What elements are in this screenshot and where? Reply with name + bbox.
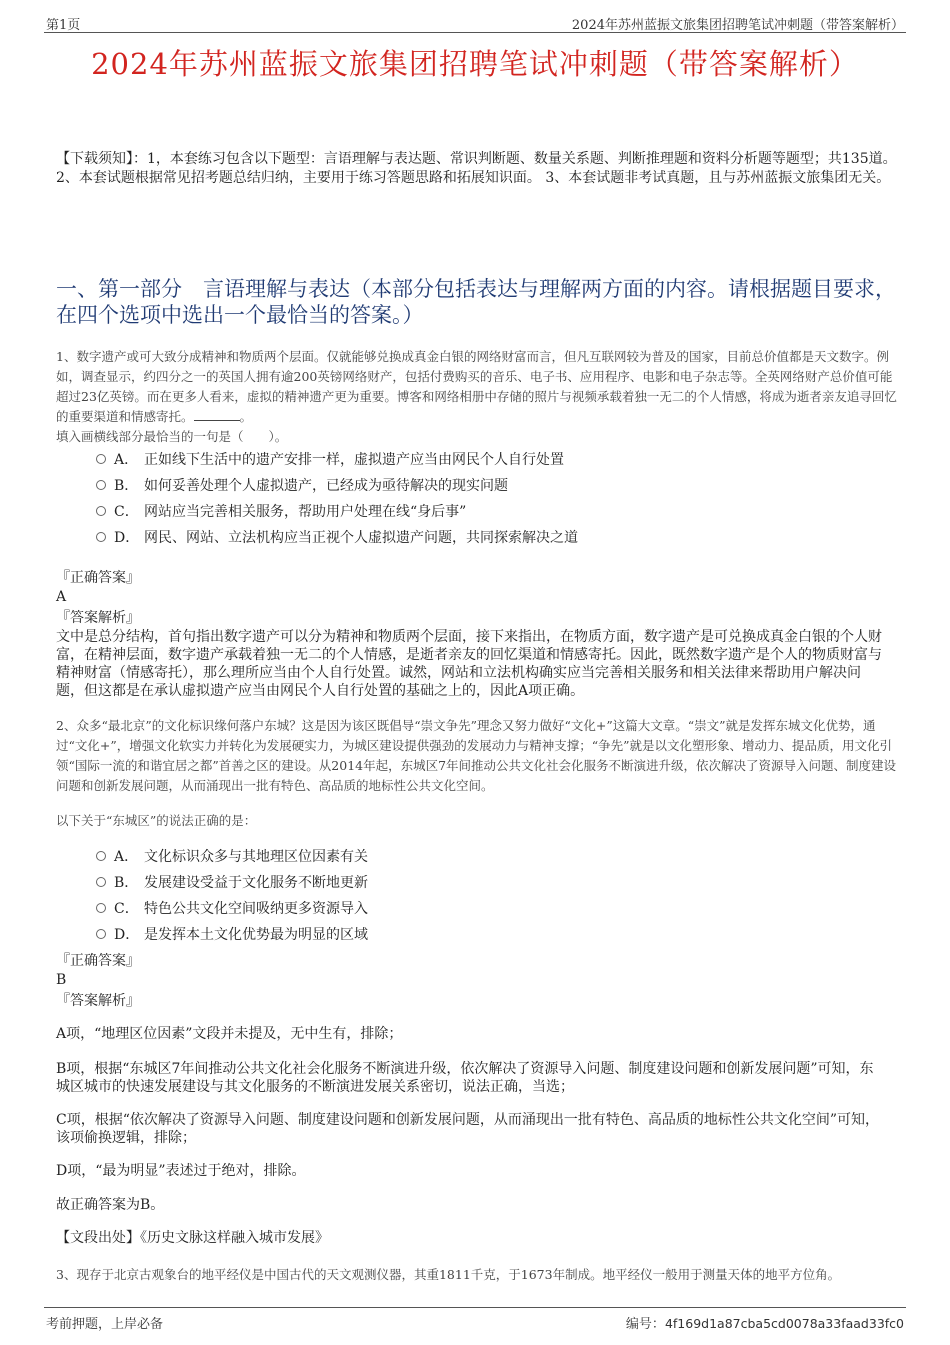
q2-option-c[interactable] xyxy=(96,900,368,918)
q1-option-c[interactable] xyxy=(96,503,466,521)
question-2-stem: 2、众多“最北京”的文化标识缘何落户东城？这是因为该区既倡导“崇文争先”理念又努力做好“文化+”这篇大文章。“崇文”就是发挥东城文化优势，通过“文化+”，增强文化软实力并转化为发展硬实力，为城区建设提供强劲的发展动力与精神支撑；“争先”就是以文化塑形象、增动力、提品质，用文化引领“国际一流的和谐宜居之都”首善之区的建设。从2014年起，东城区7年间推动公共文化社会化服务不断演进升级，依次解决了资源导入问题、制度建设问题和创新发展问题，从而涌现出一批有特色、高品质的地标性公共文化空间。 xyxy=(56,718,897,793)
radio-icon[interactable] xyxy=(96,480,106,490)
radio-icon[interactable] xyxy=(96,506,106,516)
q2-analysis-a: A项，“地理区位因素”文段并未提及，无中生有，排除； xyxy=(56,1026,403,1042)
radio-icon[interactable] xyxy=(96,903,106,913)
q2-conclusion: 故正确答案为B。 xyxy=(56,1197,165,1213)
header-divider xyxy=(44,32,906,33)
question-1-stem xyxy=(56,347,901,427)
source-label: 【文段出处】 xyxy=(56,1230,140,1246)
q1-analysis-label: 『答案解析』 xyxy=(56,610,140,626)
option-text: 正如线下生活中的遗产安排一样，虚拟遗产应当由网民个人自行处置 xyxy=(144,452,564,468)
question-1-end: 。 xyxy=(239,409,253,424)
option-letter: B． xyxy=(114,478,139,494)
option-text: 发展建设受益于文化服务不断地更新 xyxy=(144,875,368,891)
q2-option-a[interactable] xyxy=(96,848,368,866)
code-value: 4f169d1a87cba5cd0078a33faad33fc0 xyxy=(664,1316,904,1331)
question-2-prompt: 以下关于“东城区”的说法正确的是： xyxy=(56,813,257,828)
q1-option-b[interactable] xyxy=(96,477,508,495)
q2-analysis-label: 『答案解析』 xyxy=(56,993,140,1009)
q1-answer-label: 『正确答案』 xyxy=(56,570,140,586)
footer-slogan: 考前押题，上岸必备 xyxy=(46,1317,164,1332)
option-letter: A． xyxy=(114,849,139,865)
q1-option-a[interactable] xyxy=(96,451,564,469)
option-text: 特色公共文化空间吸纳更多资源导入 xyxy=(144,901,368,917)
page-number: 第1页 xyxy=(46,18,81,33)
option-text: 是发挥本土文化优势最为明显的区域 xyxy=(144,927,368,943)
q2-option-d[interactable] xyxy=(96,926,368,944)
option-text: 网站应当完善相关服务，帮助用户处理在线“身后事” xyxy=(144,504,467,520)
q2-analysis-b: B项，根据“东城区7年间推动公共文化社会化服务不断演进升级，依次解决了资源导入问题、制度建设问题和创新发展问题”可知，东城区城市的快速发展建设与其文化服务的不断演进发展关系密切，说法正确，当选； xyxy=(56,1061,874,1095)
option-text: 文化标识众多与其地理区位因素有关 xyxy=(144,849,368,865)
option-letter: C． xyxy=(114,901,139,917)
option-text: 网民、网站、立法机构应当正视个人虚拟遗产问题，共同探索解决之道 xyxy=(144,530,578,546)
footer-code xyxy=(626,1313,904,1332)
document-title: 2024年苏州蓝振文旅集团招聘笔试冲刺题（带答案解析） xyxy=(91,47,859,81)
source-title: 《历史文脉这样融入城市发展》 xyxy=(140,1230,329,1246)
question-1-prompt: 填入画横线部分最恰当的一句是（ ）。 xyxy=(56,429,288,444)
q2-answer: B xyxy=(56,972,67,988)
radio-icon[interactable] xyxy=(96,851,106,861)
question-1-text: 1、数字遗产或可大致分成精神和物质两个层面。仅就能够兑换成真金白银的网络财富而言，但凡互联网较为普及的国家，目前总价值都是天文数字。例如，调查显示，约四分之一的英国人拥有逾200英镑网络财产，包括付费购买的音乐、电子书、应用程序、电影和电子杂志等。全英网络财产总价值可能超过23亿英镑。而在更多人看来，虚拟的精神遗产更为重要。博客和网络相册中存储的照片与视频承载着独一无二的个人情感，将成为逝者亲友追寻回忆的重要渠道和情感寄托。 xyxy=(56,349,897,424)
option-text: 如何妥善处理个人虚拟遗产，已经成为亟待解决的现实问题 xyxy=(144,478,508,494)
download-notice: 【下载须知】：1，本套练习包含以下题型：言语理解与表达题、常识判断题、数量关系题、判断推理题和资料分析题等题型；共135道。 2、本套试题根据常见招考题总结归纳，主要用于练习答题思路和拓展知识面。 3、本套试题非考试真题，且与苏州蓝振文旅集团无关。 xyxy=(56,151,897,186)
q2-source xyxy=(56,1229,886,1247)
option-letter: C． xyxy=(114,504,139,520)
radio-icon[interactable] xyxy=(96,532,106,542)
code-label: 编号： xyxy=(625,1317,665,1332)
q1-answer: A xyxy=(56,589,67,605)
option-letter: B． xyxy=(114,875,139,891)
section-title: 一、第一部分 言语理解与表达（本部分包括表达与理解两方面的内容。请根据题目要求，在四个选项中选出一个最恰当的答案。） xyxy=(56,277,896,327)
running-header-title: 2024年苏州蓝振文旅集团招聘笔试冲刺题（带答案解析） xyxy=(571,18,904,33)
fill-blank xyxy=(194,408,240,421)
q1-analysis: 文中是总分结构，首句指出数字遗产可以分为精神和物质两个层面，接下来指出，在物质方面，数字遗产是可兑换成真金白银的个人财富，在精神层面，数字遗产承载着独一无二的个人情感，是逝者亲友的回忆渠道和情感寄托。因此，既然数字遗产是个人的物质财富与精神财富（情感寄托），那么理所应当由个人自行处置。诚然，网站和立法机构确实应当完善相关服务和相关法律来帮助用户解决问题，但这都是在承认虚拟遗产应当由网民个人自行处置的基础之上的，因此A项正确。 xyxy=(56,629,882,699)
radio-icon[interactable] xyxy=(96,877,106,887)
q2-analysis-d: D项，“最为明显”表述过于绝对，排除。 xyxy=(56,1163,306,1179)
footer-divider xyxy=(44,1307,906,1308)
q2-answer-label: 『正确答案』 xyxy=(56,953,140,969)
option-letter: D． xyxy=(114,927,140,943)
radio-icon[interactable] xyxy=(96,454,106,464)
q2-option-b[interactable] xyxy=(96,874,368,892)
radio-icon[interactable] xyxy=(96,929,106,939)
option-letter: D． xyxy=(114,530,140,546)
question-3-stem: 3、现存于北京古观象台的地平经仪是中国古代的天文观测仪器，其重1811千克，于1673年制成。地平经仪一般用于测量天体的地平方位角。 xyxy=(56,1267,841,1282)
q1-option-d[interactable] xyxy=(96,529,578,547)
option-letter: A． xyxy=(114,452,139,468)
q2-analysis-c: C项，根据“依次解决了资源导入问题、制度建设问题和创新发展问题，从而涌现出一批有特色、高品质的地标性公共文化空间”可知，该项偷换逻辑，排除； xyxy=(56,1112,880,1146)
